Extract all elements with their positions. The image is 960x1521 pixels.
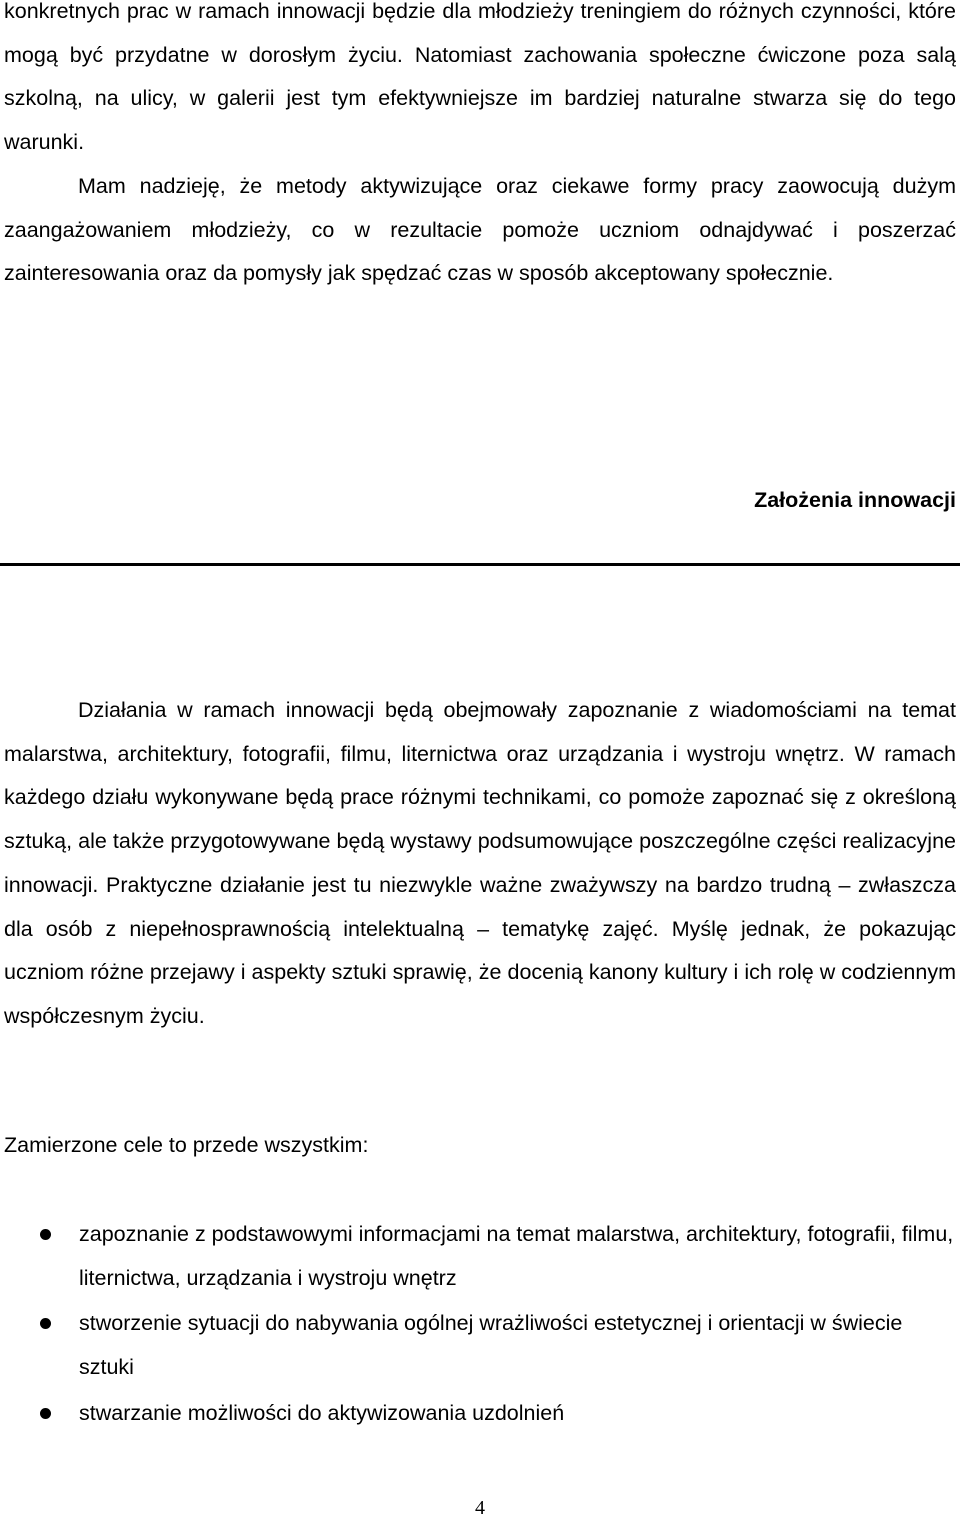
goals-list-item <box>0 1302 960 1389</box>
goals-list-item-text: zapoznanie z podstawowymi informacjami na temat malarstwa, architektury, fotografii, filmu, liternictwa, urządzania i wystroju wnętrz <box>79 1222 954 1290</box>
goals-list-item <box>0 1392 960 1436</box>
bullet-icon <box>40 1408 51 1419</box>
goals-list-item <box>0 1213 960 1300</box>
section-body-paragraph: Działania w ramach innowacji będą obejmowały zapoznanie z wiadomościami na temat malarstwa, architektury, fotografii, filmu, liternictwa oraz urządzania i wystroju wnętrz. W ramach każdego działu wykonywane będą prace różnymi technikami, co pomoże zapoznać się z określoną sztuką, ale także przygotowywane będą wystawy podsumowujące poszczególne części realizacyjne innowacji. Praktyczne działanie jest tu niezwykle ważne zważywszy na bardzo trudną – zwłaszcza dla osób z niepełnosprawnością intelektualną – tematykę zajęć. Myślę jednak, że pokazując uczniom różne przejawy i aspekty sztuki sprawię, że docenią kanony kultury i ich rolę w codziennym współczesnym życiu. <box>4 698 956 1028</box>
goals-list <box>0 1213 960 1438</box>
bullet-icon <box>40 1318 51 1329</box>
intro-continued-paragraph: konkretnych prac w ramach innowacji będzie dla młodzieży treningiem do różnych czynności, które mogą być przydatne w dorosłym życiu. Natomiast zachowania społeczne ćwiczone poza salą szkolną, na ulicy, w galerii jest tym efektywniejsze im bardziej naturalne stwarza się do tego warunki. <box>4 0 956 155</box>
intro-section <box>4 0 956 296</box>
goals-intro-text: Zamierzone cele to przede wszystkim: <box>4 1133 369 1157</box>
page-number: 4 <box>475 1497 485 1519</box>
section-body <box>4 689 956 1039</box>
bullet-icon <box>40 1229 51 1240</box>
section-heading: Założenia innowacji <box>754 488 956 512</box>
section-divider <box>0 563 960 566</box>
goals-intro <box>4 1124 956 1168</box>
goals-list-item-text: stwarzanie możliwości do aktywizowania uzdolnień <box>79 1400 565 1425</box>
goals-list-item-text: stworzenie sytuacji do nabywania ogólnej wrażliwości estetycznej i orientacji w świecie sztuki <box>79 1311 903 1380</box>
intro-hope-paragraph: Mam nadzieję, że metody aktywizujące oraz ciekawe formy pracy zaowocują dużym zaangażowaniem młodzieży, co w rezultacie pomoże uczniom odnajdywać i poszerzać zainteresowania oraz da pomysły jak spędzać czas w sposób akceptowany społecznie. <box>4 173 956 286</box>
